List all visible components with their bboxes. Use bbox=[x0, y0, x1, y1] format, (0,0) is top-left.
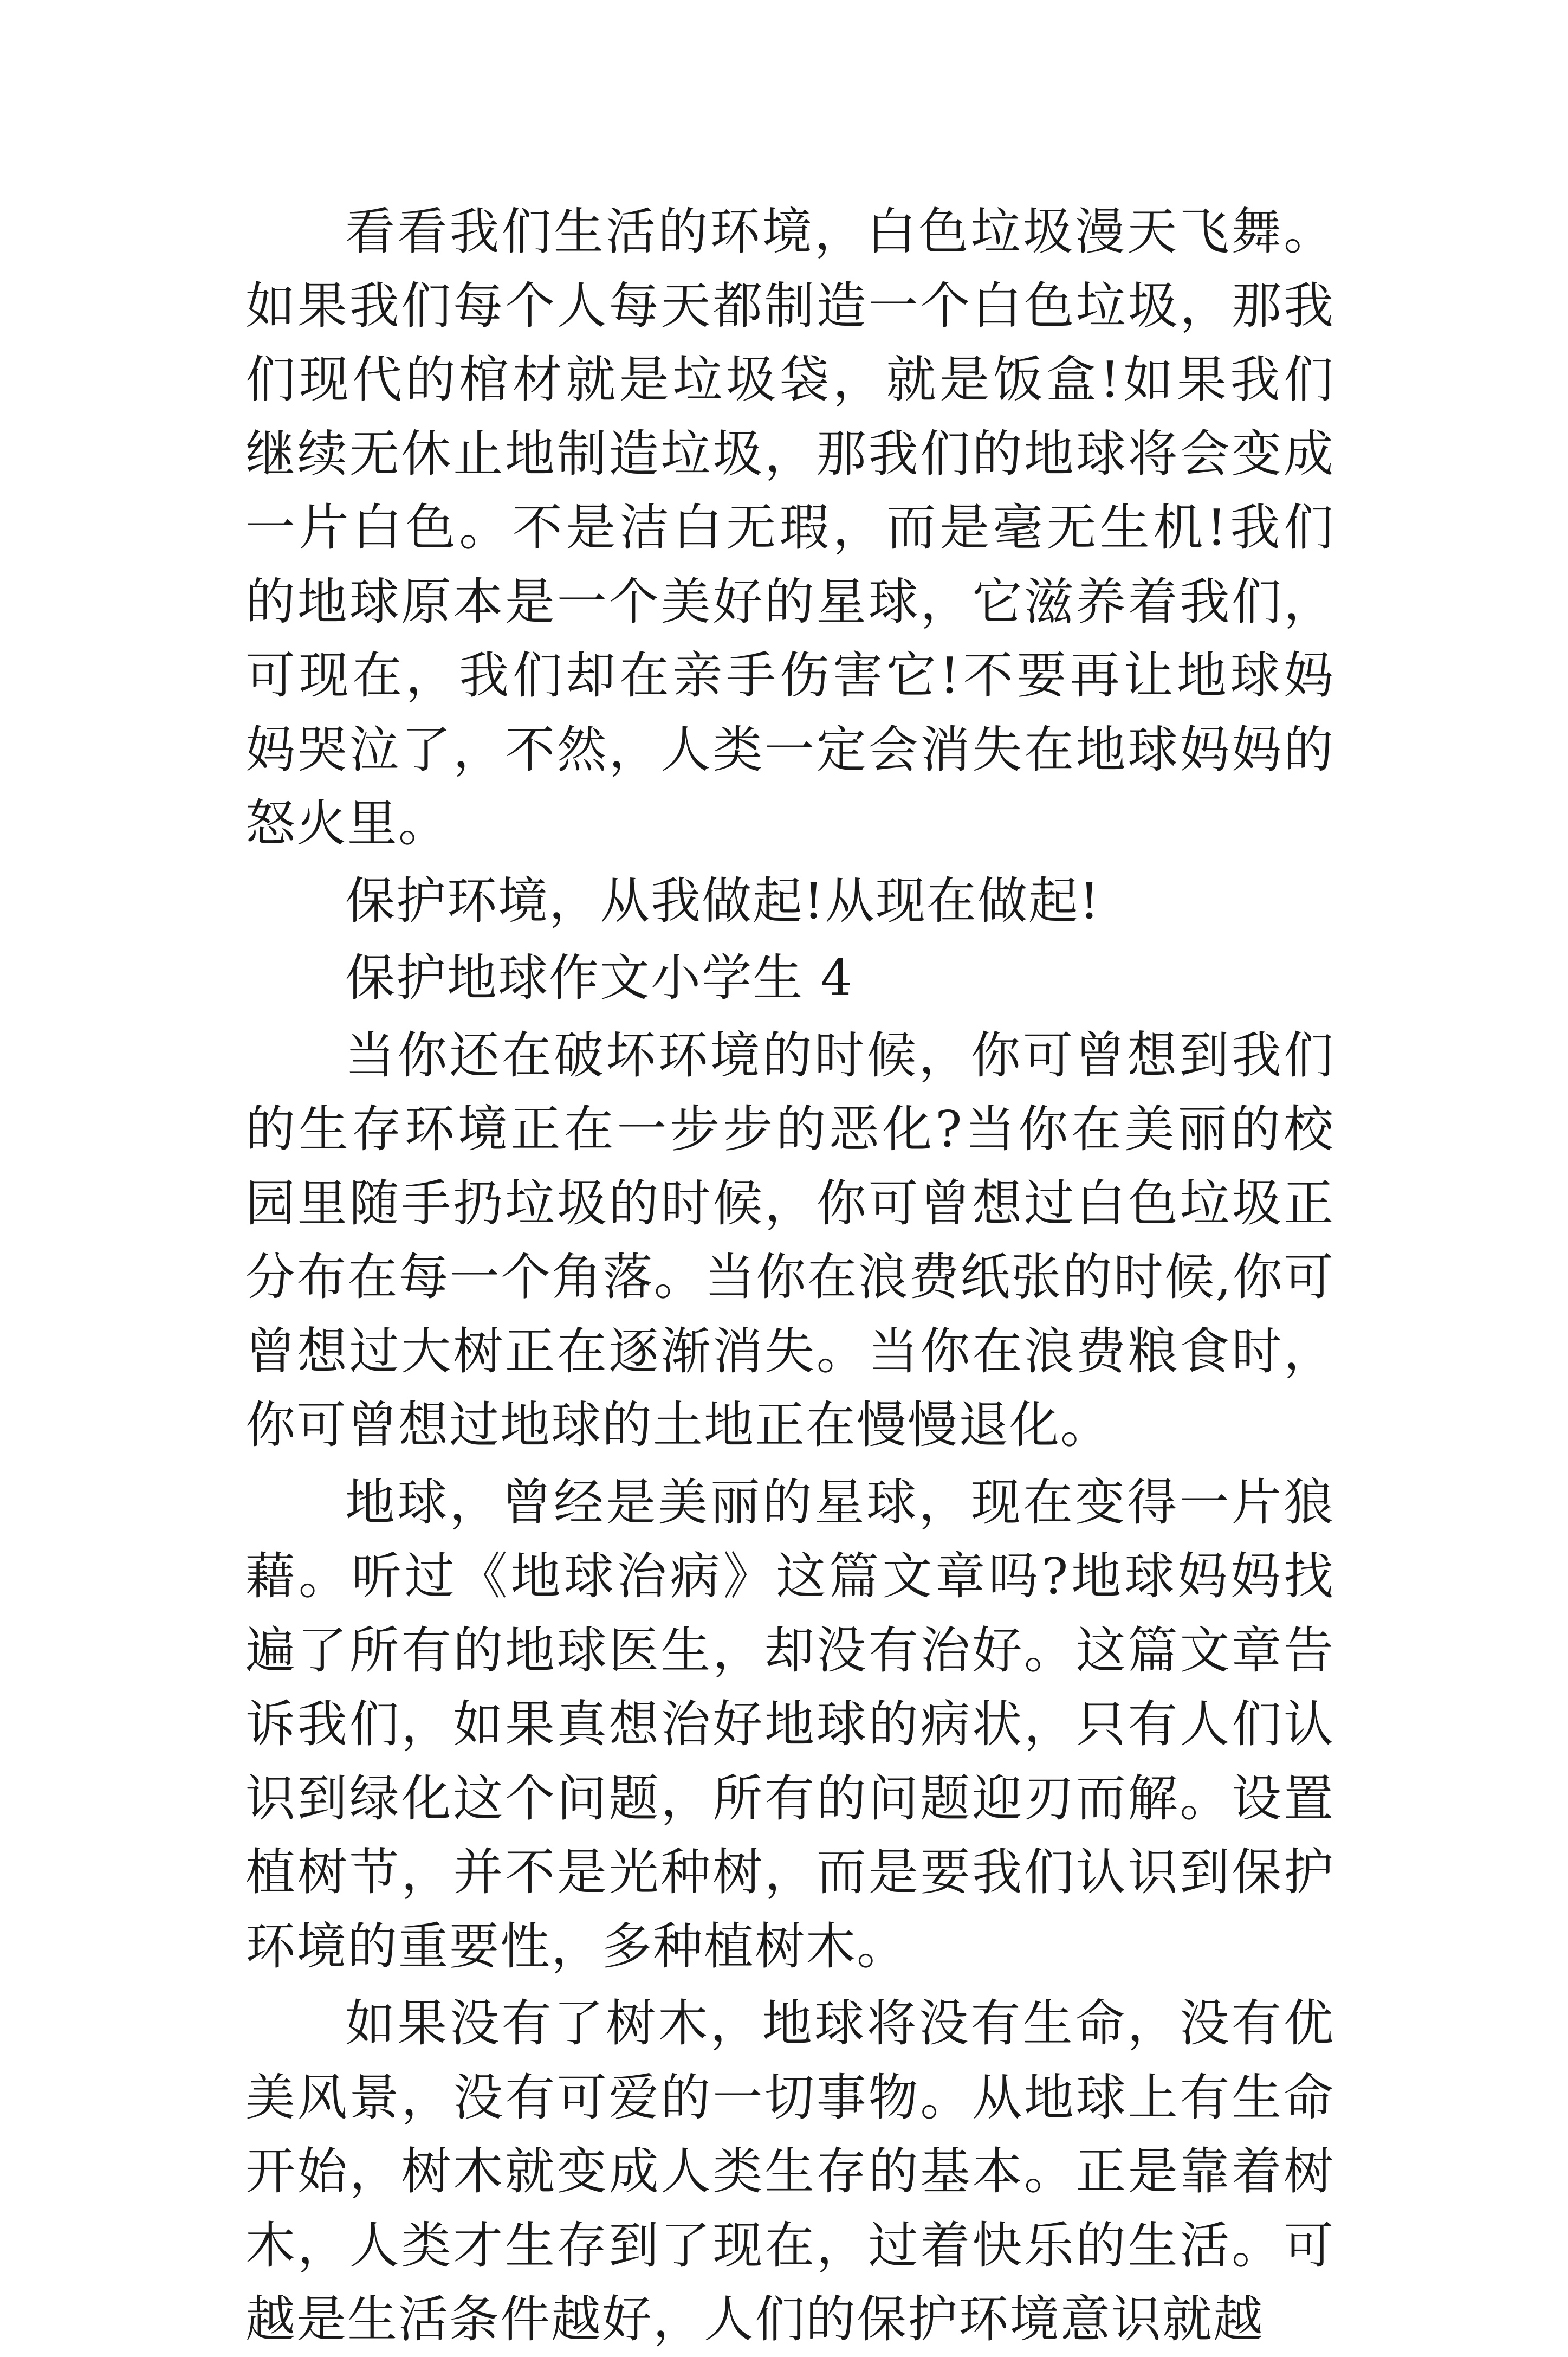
paragraph-without-trees: 如果没有了树木，地球将没有生命，没有优美风景，没有可爱的一切事物。从地球上有生命开始，树木就变成人类生存的基本。正是靠着树木，人类才生存到了现在，过着快乐的生活。可越是生活条件越好，人们的保护环境意识就越 bbox=[245, 1994, 1334, 2348]
paragraph-protect-environment-slogan: 保护环境，从我做起!从现在做起! bbox=[345, 871, 1100, 930]
paragraph-earth-was-beautiful: 地球，曾经是美丽的星球，现在变得一片狼藉。听过《地球治病》这篇文章吗?地球妈妈找遍了所有的地球医生，却没有治好。这篇文章告诉我们，如果真想治好地球的病状，只有人们认识到绿化这个问题，所有的问题迎刃而解。设置植树节，并不是光种树，而是要我们认识到保护环境的重要性，多种植树木。 bbox=[245, 1473, 1334, 1975]
paragraph-white-garbage: 看看我们生活的环境，白色垃圾漫天飞舞。如果我们每个人每天都制造一个白色垃圾，那我们现代的棺材就是垃圾袋，就是饭盒!如果我们继续无休止地制造垃圾，那我们的地球将会变成一片白色。不是洁白无瑕，而是毫无生机!我们的地球原本是一个美好的星球，它滋养着我们，可现在，我们却在亲手伤害它!不要再让地球妈妈哭泣了，不然，人类一定会消失在地球妈妈的怒火里。 bbox=[245, 203, 1334, 853]
paragraph-destroying-environment: 当你还在破坏环境的时候，你可曾想到我们的生存环境正在一步步的恶化?当你在美丽的校园里随手扔垃圾的时候，你可曾想过白色垃圾正分布在每一个角落。当你在浪费纸张的时候,你可曾想过大树正在逐渐消失。当你在浪费粮食时，你可曾想过地球的土地正在慢慢退化。 bbox=[245, 1026, 1334, 1454]
document-body bbox=[245, 195, 1334, 2357]
section-heading: 保护地球作文小学生 4 bbox=[345, 949, 853, 1007]
